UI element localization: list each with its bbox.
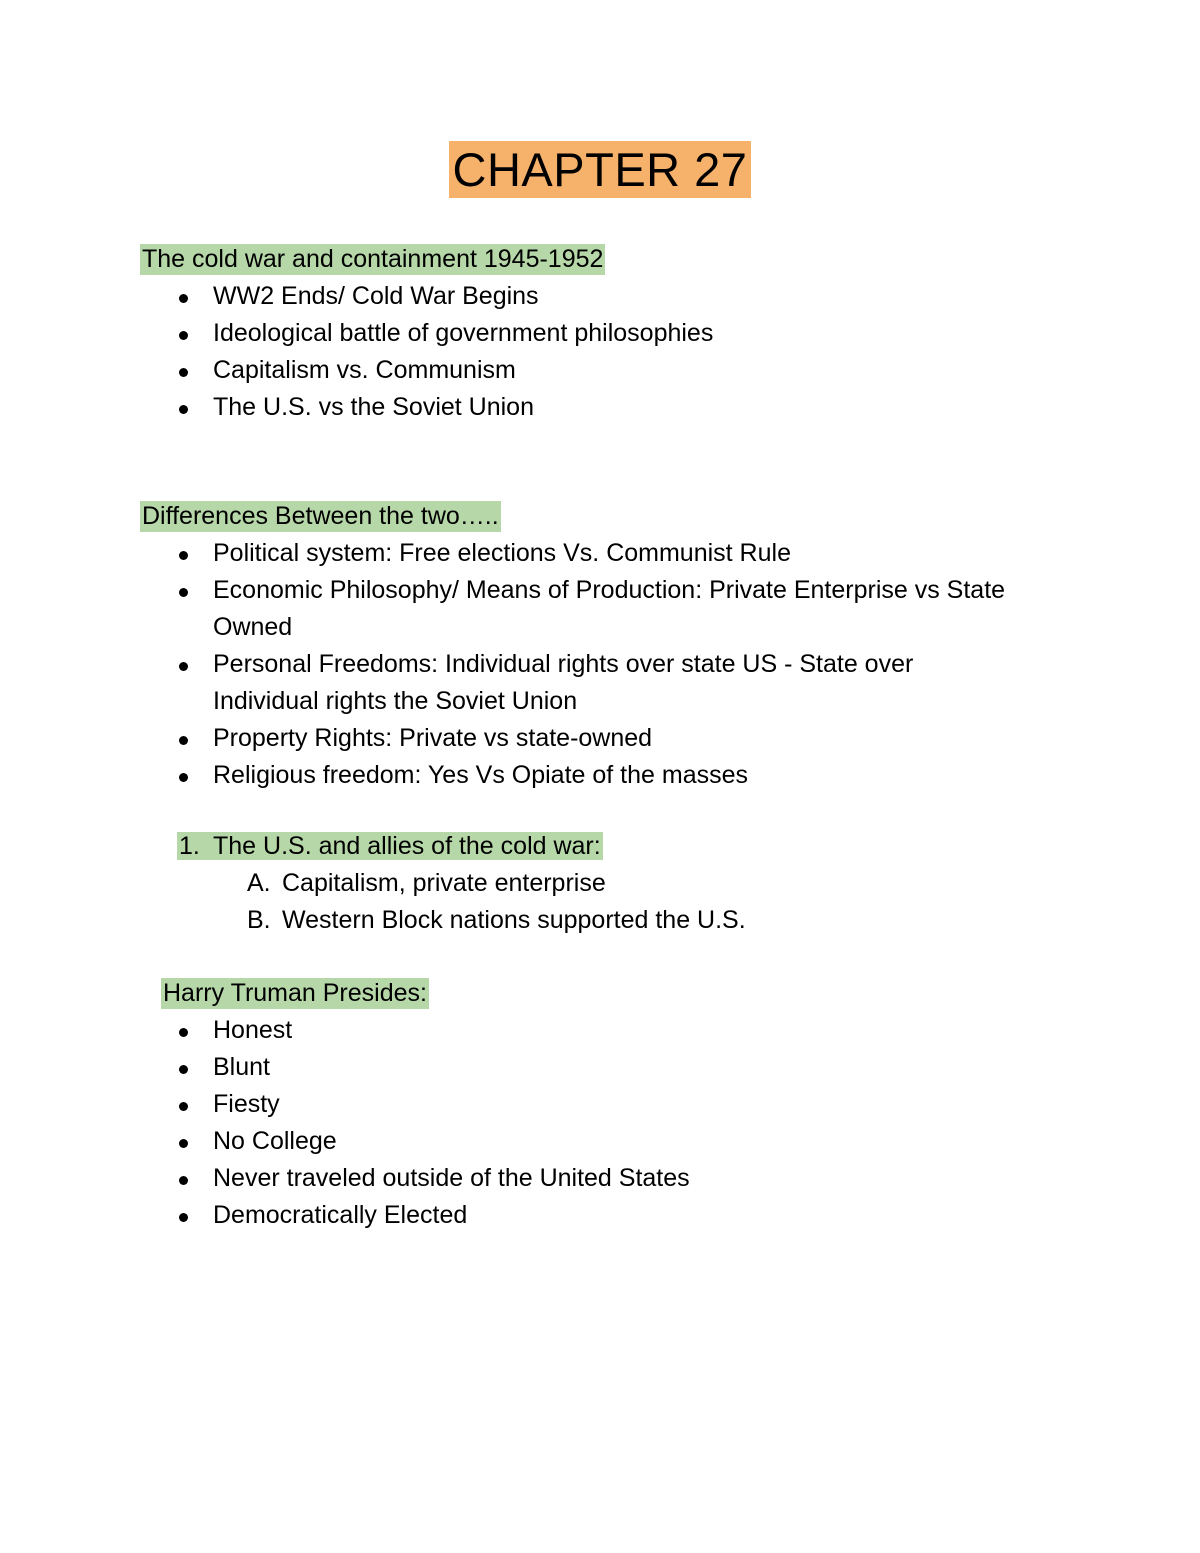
sub-list-marker: A. [247,869,271,897]
list-item-text: Fiesty [213,1090,280,1118]
bullet-icon [179,1065,188,1074]
bullet-icon [179,294,188,303]
list-item-text: Personal Freedoms: Individual rights over state US - State over Individual rights the Soviet Union [213,650,914,715]
sub-list-item [247,902,746,939]
list-item-text: Political system: Free elections Vs. Communist Rule [213,539,791,567]
bullet-icon [179,405,188,414]
page-title: CHAPTER 27 [449,141,752,198]
bullet-icon [179,368,188,377]
list-item-text: Capitalism vs. Communism [213,356,516,384]
list-item-text: Never traveled outside of the United States [213,1164,690,1192]
sub-list-text: Western Block nations supported the U.S. [282,906,746,934]
bullet-icon [179,773,188,782]
bullet-icon [179,331,188,340]
numbered-heading-highlight [177,832,603,860]
list-item [179,315,1079,352]
list-item [179,1160,1069,1197]
numbered-heading-text: The U.S. and allies of the cold war: [213,832,601,860]
list-item [179,278,1079,315]
list-item [179,1049,1069,1086]
list-item [179,572,1063,646]
section-heading-truman: Harry Truman Presides: [163,979,427,1007]
list-item [179,1123,1069,1160]
list-number: 1. [179,832,200,860]
list-item-text: Property Rights: Private vs state-owned [213,724,653,752]
bullet-icon [179,588,188,597]
title-container [0,141,1200,198]
list-item [179,1197,1069,1234]
sub-list-item [247,865,606,902]
list-item-text: Religious freedom: Yes Vs Opiate of the masses [213,761,749,789]
sub-list-text: Capitalism, private enterprise [282,869,606,897]
list-item [179,757,1069,794]
list-item [179,352,1079,389]
list-item-text: WW2 Ends/ Cold War Begins [213,282,539,310]
list-item-text: Ideological battle of government philosophies [213,319,714,347]
list-item-text: Democratically Elected [213,1201,468,1229]
bullet-icon [179,1028,188,1037]
list-item [179,646,1003,720]
list-item [179,535,1069,572]
list-item-text: The U.S. vs the Soviet Union [213,393,534,421]
list-item-text: No College [213,1127,337,1155]
bullet-icon [179,551,188,560]
bullet-icon [179,1176,188,1185]
list-item-text: Honest [213,1016,293,1044]
sub-list-marker: B. [247,906,271,934]
list-item [179,1086,1069,1123]
bullet-icon [179,1102,188,1111]
list-cold-war [179,278,1079,426]
list-item [179,1012,1069,1049]
list-differences [179,535,1069,794]
list-item [179,389,1079,426]
section-heading-differences: Differences Between the two….. [142,502,499,530]
list-item-text: Economic Philosophy/ Means of Production: Private Enterprise vs State Owned [213,576,1006,641]
list-item-text: Blunt [213,1053,270,1081]
bullet-icon [179,662,188,671]
numbered-heading-allies [177,831,603,862]
bullet-icon [179,736,188,745]
section-heading-cold-war: The cold war and containment 1945-1952 [142,245,604,273]
bullet-icon [179,1139,188,1148]
list-truman [179,1012,1069,1234]
bullet-icon [179,1213,188,1222]
list-item [179,720,1069,757]
